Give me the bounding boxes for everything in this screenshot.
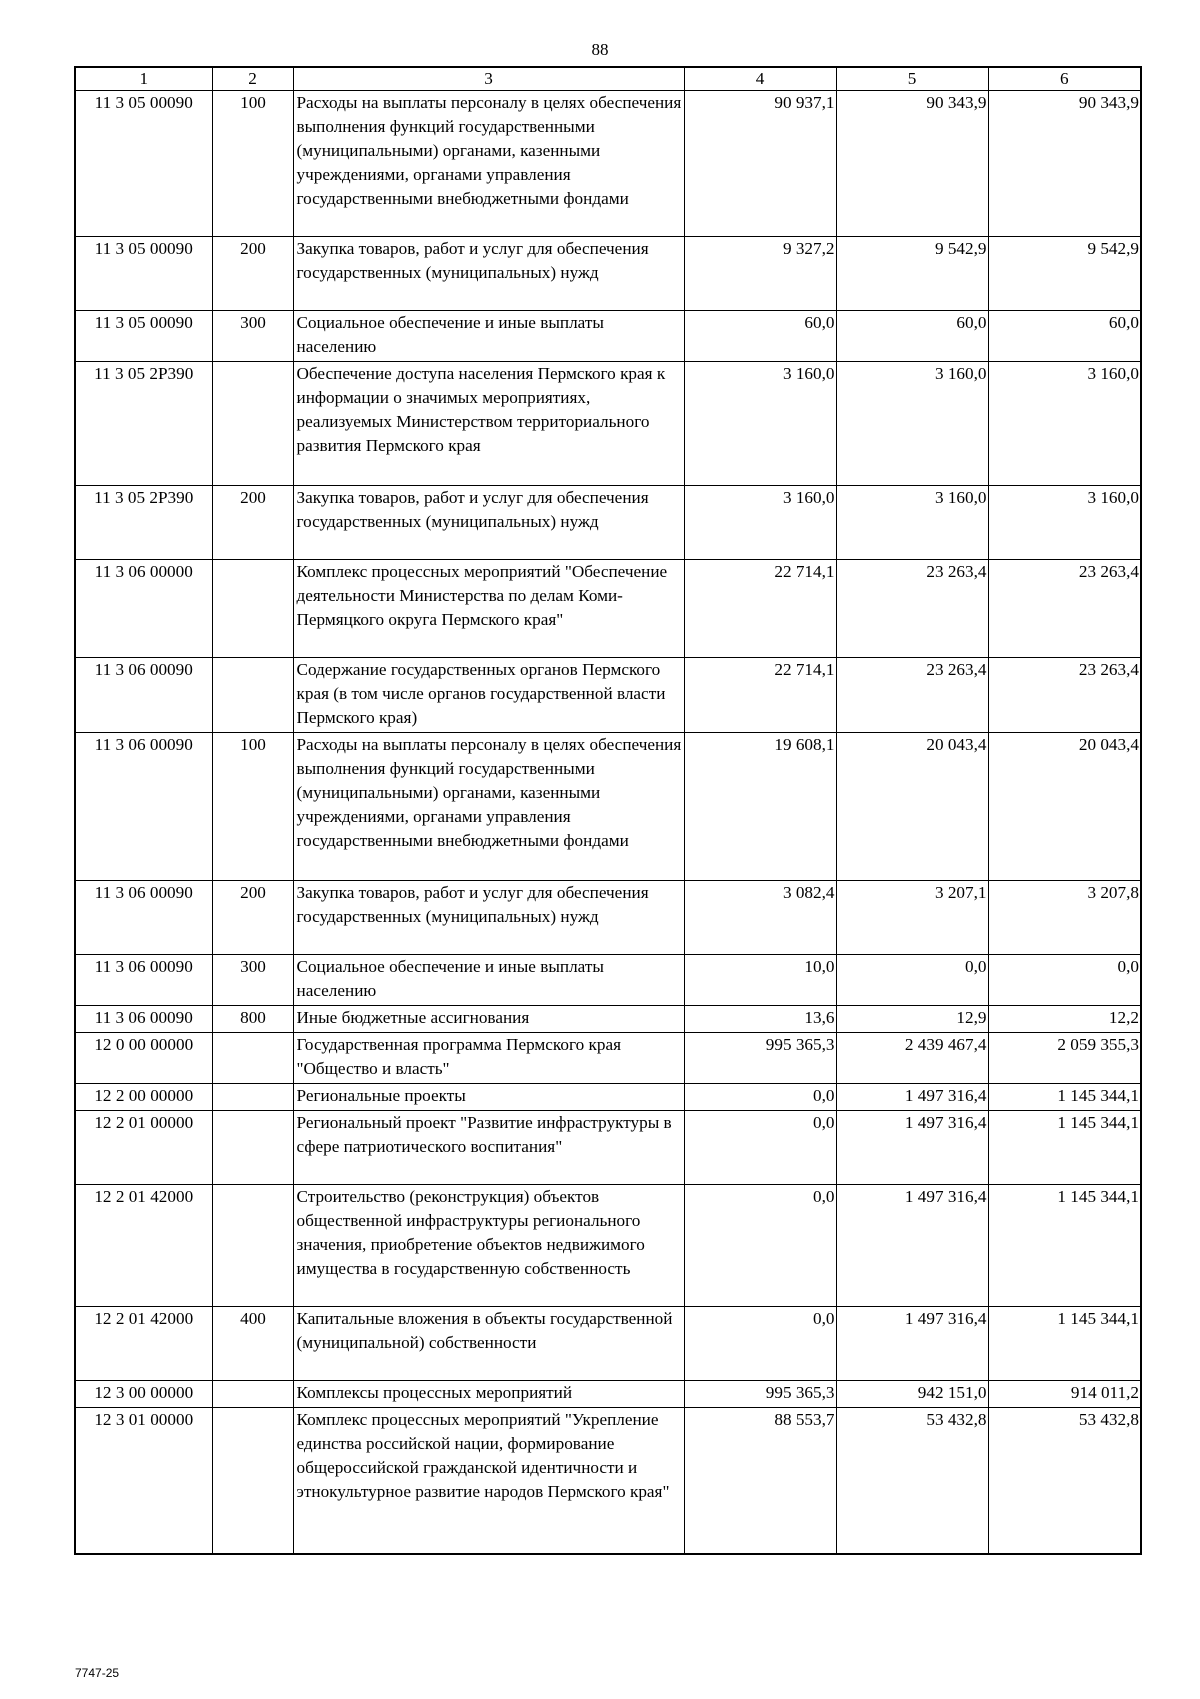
cell-value-col6: 53 432,8	[988, 1408, 1141, 1554]
cell-value-col4: 22 714,1	[684, 658, 836, 733]
cell-target-code: 11 3 06 00090	[75, 881, 212, 955]
cell-target-code: 12 3 01 00000	[75, 1408, 212, 1554]
table-body	[75, 91, 1141, 1554]
cell-value-col6: 90 343,9	[988, 91, 1141, 237]
cell-target-code: 11 3 06 00090	[75, 658, 212, 733]
cell-expense-type	[212, 362, 293, 486]
cell-target-code: 11 3 05 00090	[75, 311, 212, 362]
budget-table	[74, 66, 1142, 1555]
cell-value-col4: 0,0	[684, 1111, 836, 1185]
cell-value-col6: 23 263,4	[988, 560, 1141, 658]
cell-value-col5: 2 439 467,4	[836, 1033, 988, 1084]
cell-value-col5: 1 497 316,4	[836, 1111, 988, 1185]
cell-value-col4: 0,0	[684, 1084, 836, 1111]
header-col-3: 3	[293, 67, 684, 91]
cell-value-col4: 3 082,4	[684, 881, 836, 955]
cell-value-col4: 995 365,3	[684, 1381, 836, 1408]
cell-name: Комплекс процессных мероприятий "Обеспечение деятельности Министерства по делам Коми-Пермяцкого округа Пермского края"	[293, 560, 684, 658]
cell-value-col6: 1 145 344,1	[988, 1307, 1141, 1381]
cell-value-col6: 914 011,2	[988, 1381, 1141, 1408]
header-col-4: 4	[684, 67, 836, 91]
table-row	[75, 881, 1141, 955]
cell-value-col4: 10,0	[684, 955, 836, 1006]
cell-value-col6: 12,2	[988, 1006, 1141, 1033]
table-row	[75, 91, 1141, 237]
cell-target-code: 12 2 01 00000	[75, 1111, 212, 1185]
table-row	[75, 560, 1141, 658]
table-header	[75, 67, 1141, 91]
cell-name: Государственная программа Пермского края "Общество и власть"	[293, 1033, 684, 1084]
cell-expense-type	[212, 658, 293, 733]
cell-target-code: 11 3 06 00000	[75, 560, 212, 658]
cell-name: Расходы на выплаты персоналу в целях обеспечения выполнения функций государственными (муниципальными) органами, казенными учреждениями, органами управления государственными внебюджетными фондами	[293, 733, 684, 881]
cell-target-code: 12 2 00 00000	[75, 1084, 212, 1111]
cell-expense-type	[212, 1084, 293, 1111]
cell-value-col6: 9 542,9	[988, 237, 1141, 311]
cell-expense-type	[212, 1408, 293, 1554]
cell-value-col5: 1 497 316,4	[836, 1307, 988, 1381]
cell-name: Региональный проект "Развитие инфраструктуры в сфере патриотического воспитания"	[293, 1111, 684, 1185]
cell-value-col5: 1 497 316,4	[836, 1185, 988, 1307]
table-row	[75, 658, 1141, 733]
cell-name: Комплексы процессных мероприятий	[293, 1381, 684, 1408]
cell-value-col5: 53 432,8	[836, 1408, 988, 1554]
cell-target-code: 11 3 06 00090	[75, 1006, 212, 1033]
cell-value-col4: 3 160,0	[684, 362, 836, 486]
cell-expense-type: 100	[212, 733, 293, 881]
cell-name: Капитальные вложения в объекты государственной (муниципальной) собственности	[293, 1307, 684, 1381]
cell-value-col5: 942 151,0	[836, 1381, 988, 1408]
footer-document-code: 7747-25	[75, 1666, 120, 1680]
cell-expense-type: 200	[212, 486, 293, 560]
header-row	[75, 67, 1141, 91]
cell-target-code: 11 3 05 00090	[75, 237, 212, 311]
table-row	[75, 955, 1141, 1006]
cell-value-col5: 23 263,4	[836, 658, 988, 733]
cell-expense-type: 200	[212, 237, 293, 311]
cell-name: Расходы на выплаты персоналу в целях обеспечения выполнения функций государственными (муниципальными) органами, казенными учреждениями, органами управления государственными внебюджетными фондами	[293, 91, 684, 237]
page-number: 88	[591, 40, 609, 59]
cell-value-col5: 1 497 316,4	[836, 1084, 988, 1111]
cell-expense-type: 100	[212, 91, 293, 237]
table-row	[75, 311, 1141, 362]
cell-expense-type	[212, 560, 293, 658]
cell-target-code: 12 2 01 42000	[75, 1185, 212, 1307]
table-row	[75, 1006, 1141, 1033]
cell-value-col5: 3 160,0	[836, 486, 988, 560]
cell-value-col5: 3 160,0	[836, 362, 988, 486]
cell-value-col4: 88 553,7	[684, 1408, 836, 1554]
cell-value-col5: 0,0	[836, 955, 988, 1006]
table-row	[75, 733, 1141, 881]
cell-name: Региональные проекты	[293, 1084, 684, 1111]
cell-name: Комплекс процессных мероприятий "Укрепление единства российской нации, формирование общероссийской гражданской идентичности и этнокультурное развитие народов Пермского края"	[293, 1408, 684, 1554]
cell-name: Обеспечение доступа населения Пермского края к информации о значимых мероприятиях, реализуемых Министерством территориального развития Пермского края	[293, 362, 684, 486]
cell-value-col5: 12,9	[836, 1006, 988, 1033]
cell-value-col6: 60,0	[988, 311, 1141, 362]
header-col-6: 6	[988, 67, 1141, 91]
cell-value-col6: 3 207,8	[988, 881, 1141, 955]
table-row	[75, 1185, 1141, 1307]
cell-target-code: 11 3 06 00090	[75, 955, 212, 1006]
cell-name: Строительство (реконструкция) объектов общественной инфраструктуры регионального значения, приобретение объектов недвижимого имущества в государственную собственность	[293, 1185, 684, 1307]
cell-value-col4: 19 608,1	[684, 733, 836, 881]
cell-value-col6: 20 043,4	[988, 733, 1141, 881]
cell-value-col5: 90 343,9	[836, 91, 988, 237]
cell-target-code: 11 3 05 2P390	[75, 486, 212, 560]
cell-expense-type	[212, 1111, 293, 1185]
cell-expense-type	[212, 1381, 293, 1408]
cell-value-col6: 3 160,0	[988, 486, 1141, 560]
header-col-5: 5	[836, 67, 988, 91]
cell-name: Социальное обеспечение и иные выплаты населению	[293, 311, 684, 362]
header-col-1: 1	[75, 67, 212, 91]
table-row	[75, 1307, 1141, 1381]
cell-value-col4: 995 365,3	[684, 1033, 836, 1084]
cell-expense-type: 400	[212, 1307, 293, 1381]
cell-target-code: 12 0 00 00000	[75, 1033, 212, 1084]
cell-value-col5: 3 207,1	[836, 881, 988, 955]
cell-target-code: 12 2 01 42000	[75, 1307, 212, 1381]
cell-value-col5: 9 542,9	[836, 237, 988, 311]
cell-value-col4: 13,6	[684, 1006, 836, 1033]
cell-name: Иные бюджетные ассигнования	[293, 1006, 684, 1033]
cell-value-col6: 1 145 344,1	[988, 1185, 1141, 1307]
cell-value-col6: 2 059 355,3	[988, 1033, 1141, 1084]
cell-target-code: 11 3 05 2P390	[75, 362, 212, 486]
table-row	[75, 1033, 1141, 1084]
cell-name: Закупка товаров, работ и услуг для обеспечения государственных (муниципальных) нужд	[293, 237, 684, 311]
cell-name: Закупка товаров, работ и услуг для обеспечения государственных (муниципальных) нужд	[293, 881, 684, 955]
cell-expense-type: 300	[212, 955, 293, 1006]
cell-value-col4: 9 327,2	[684, 237, 836, 311]
table-row	[75, 1381, 1141, 1408]
cell-value-col4: 0,0	[684, 1307, 836, 1381]
cell-value-col4: 90 937,1	[684, 91, 836, 237]
table-row	[75, 1084, 1141, 1111]
cell-name: Социальное обеспечение и иные выплаты населению	[293, 955, 684, 1006]
table-row	[75, 486, 1141, 560]
table-row	[75, 1408, 1141, 1554]
cell-target-code: 11 3 05 00090	[75, 91, 212, 237]
cell-value-col6: 1 145 344,1	[988, 1111, 1141, 1185]
cell-value-col5: 60,0	[836, 311, 988, 362]
cell-value-col6: 1 145 344,1	[988, 1084, 1141, 1111]
cell-value-col5: 23 263,4	[836, 560, 988, 658]
cell-expense-type: 800	[212, 1006, 293, 1033]
cell-value-col6: 23 263,4	[988, 658, 1141, 733]
cell-value-col4: 0,0	[684, 1185, 836, 1307]
table-row	[75, 237, 1141, 311]
cell-name: Содержание государственных органов Пермского края (в том числе органов государственной власти Пермского края)	[293, 658, 684, 733]
cell-value-col4: 22 714,1	[684, 560, 836, 658]
cell-target-code: 11 3 06 00090	[75, 733, 212, 881]
cell-value-col4: 60,0	[684, 311, 836, 362]
table-row	[75, 1111, 1141, 1185]
cell-value-col4: 3 160,0	[684, 486, 836, 560]
cell-value-col5: 20 043,4	[836, 733, 988, 881]
cell-expense-type: 300	[212, 311, 293, 362]
cell-target-code: 12 3 00 00000	[75, 1381, 212, 1408]
cell-expense-type: 200	[212, 881, 293, 955]
cell-expense-type	[212, 1185, 293, 1307]
cell-value-col6: 3 160,0	[988, 362, 1141, 486]
table-row	[75, 362, 1141, 486]
header-col-2: 2	[212, 67, 293, 91]
cell-expense-type	[212, 1033, 293, 1084]
cell-value-col6: 0,0	[988, 955, 1141, 1006]
cell-name: Закупка товаров, работ и услуг для обеспечения государственных (муниципальных) нужд	[293, 486, 684, 560]
